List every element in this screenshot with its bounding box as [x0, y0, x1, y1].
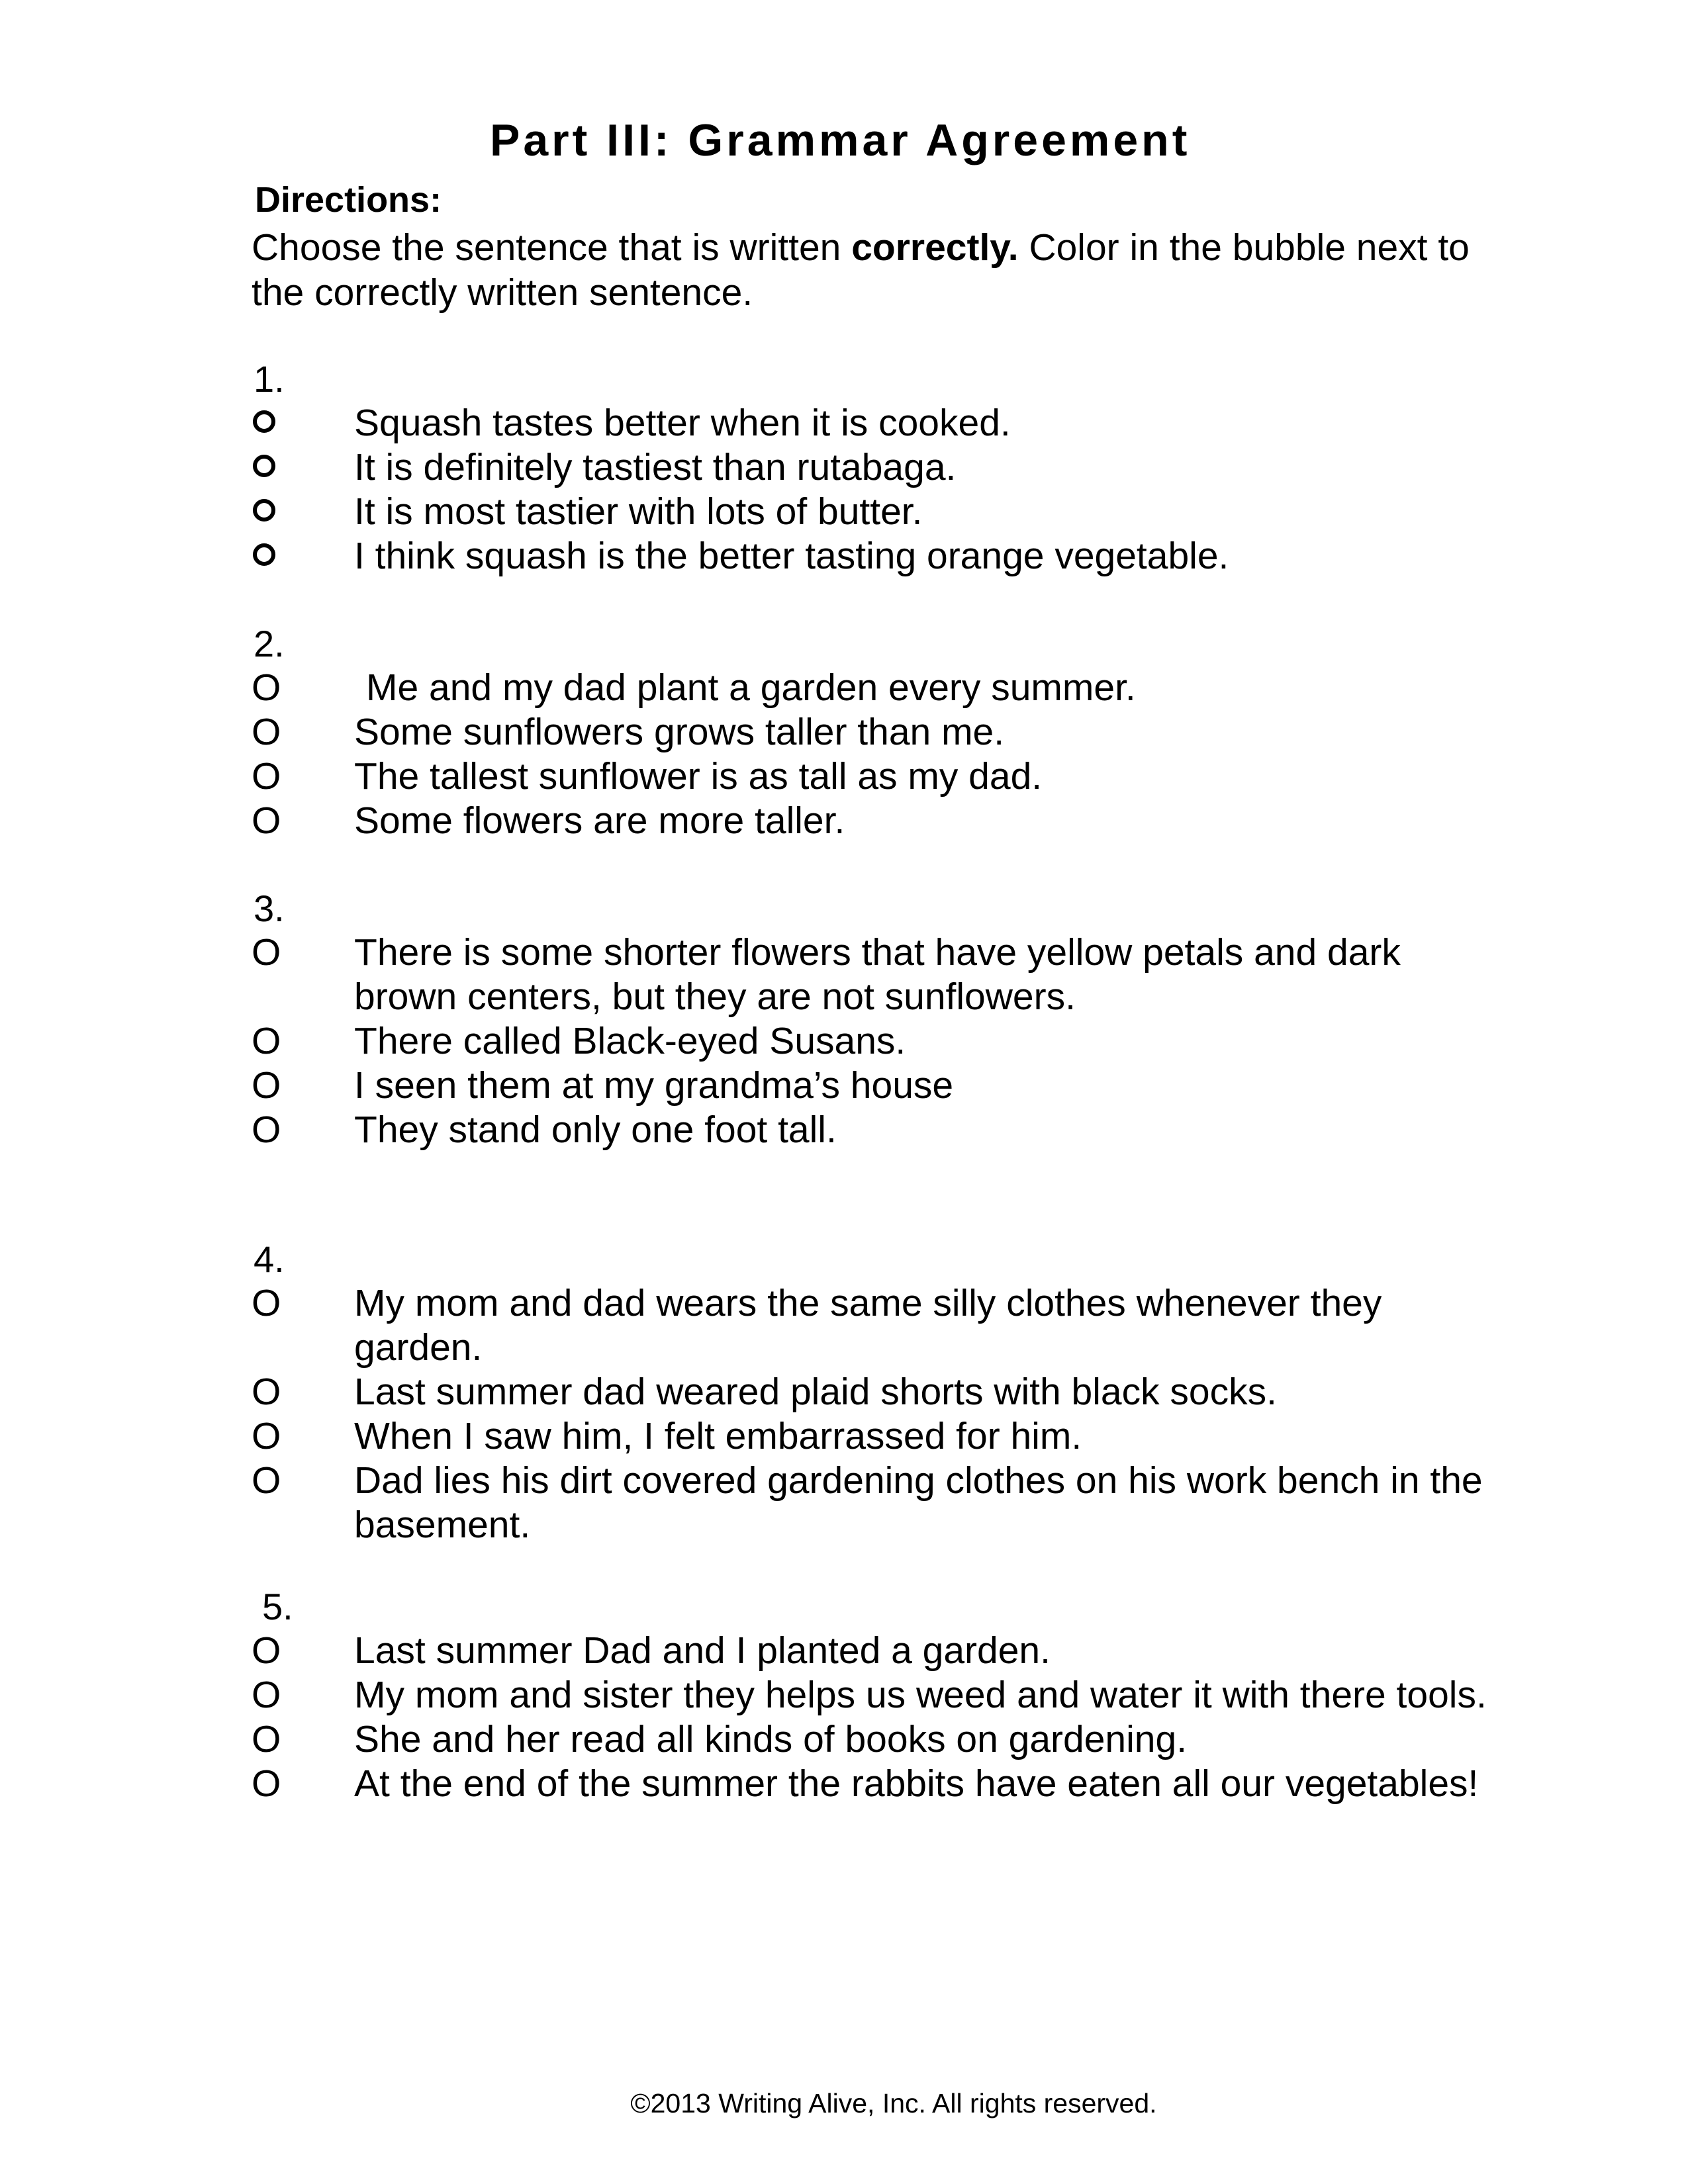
- answer-text: The tallest sunflower is as tall as my dad.: [354, 755, 1043, 797]
- answer-text: I seen them at my grandma’s house: [354, 1064, 954, 1107]
- directions-heading: Directions:: [255, 180, 442, 220]
- answer-option[interactable]: [252, 1717, 1542, 1762]
- answer-option[interactable]: [252, 534, 1542, 578]
- answer-bubble-icon[interactable]: O: [252, 1064, 281, 1107]
- answer-text: When I saw him, I felt embarrassed for him.: [354, 1415, 1082, 1457]
- answer-text: At the end of the summer the rabbits have eaten all our vegetables!: [354, 1762, 1479, 1805]
- question-number: 5.: [262, 1586, 293, 1627]
- answer-option[interactable]: [252, 1019, 1542, 1064]
- answer-option[interactable]: [252, 799, 1542, 843]
- answer-bubble-icon[interactable]: O: [252, 1629, 281, 1672]
- answer-text: Squash tastes better when it is cooked.: [354, 402, 1011, 444]
- answer-bubble-icon[interactable]: O: [252, 666, 281, 709]
- directions-text-part: Color in the bubble next to the correctly written sentence.: [252, 226, 1470, 314]
- question-2: [252, 622, 1542, 843]
- question-5: [252, 1585, 1542, 1806]
- answer-option[interactable]: [252, 490, 1542, 534]
- answer-bubble-icon[interactable]: [253, 455, 275, 477]
- answer-text: Some sunflowers grows taller than me.: [354, 711, 1005, 753]
- answer-text: My mom and dad wears the same silly clothes whenever they garden.: [354, 1282, 1382, 1369]
- question-4: [252, 1238, 1542, 1547]
- answer-bubble-icon[interactable]: O: [252, 1109, 281, 1151]
- answer-bubble-icon[interactable]: [253, 543, 275, 566]
- answer-bubble-icon[interactable]: O: [252, 931, 281, 974]
- answer-text: There is some shorter flowers that have yellow petals and dark brown centers, but they are not sunflowers.: [354, 931, 1401, 1018]
- answer-bubble-icon[interactable]: O: [252, 1371, 281, 1413]
- answer-bubble-icon[interactable]: [253, 410, 275, 433]
- question-number: 1.: [254, 358, 285, 400]
- answer-option[interactable]: [252, 1064, 1542, 1108]
- directions-text-part: Choose the sentence that is written: [252, 226, 852, 269]
- answer-bubble-icon[interactable]: O: [252, 1282, 281, 1324]
- answer-text: There called Black-eyed Susans.: [354, 1020, 906, 1062]
- answer-option[interactable]: [252, 1281, 1542, 1370]
- answer-bubble-icon[interactable]: O: [252, 711, 281, 753]
- answer-option[interactable]: [252, 710, 1542, 754]
- answer-option[interactable]: [252, 1108, 1542, 1152]
- answer-bubble-icon[interactable]: [253, 499, 275, 522]
- answer-text: My mom and sister they helps us weed and water it with there tools.: [354, 1674, 1487, 1716]
- answer-option[interactable]: [252, 1459, 1542, 1547]
- answer-bubble-icon[interactable]: O: [252, 799, 281, 842]
- page-title: Part III: Grammar Agreement: [490, 115, 1191, 165]
- answer-option[interactable]: [252, 931, 1542, 1019]
- answer-option[interactable]: [252, 1629, 1542, 1673]
- answer-option[interactable]: [252, 1370, 1542, 1414]
- answer-option[interactable]: [252, 401, 1542, 445]
- copyright-text: ©2013 Writing Alive, Inc. All rights reserved.: [630, 2088, 1157, 2118]
- answer-option[interactable]: [252, 1414, 1542, 1459]
- question-number: 2.: [254, 623, 285, 664]
- question-number: 3.: [254, 887, 285, 929]
- answer-text: Dad lies his dirt covered gardening clothes on his work bench in the basement.: [354, 1459, 1483, 1546]
- answer-option[interactable]: [252, 666, 1542, 710]
- answer-option[interactable]: [252, 754, 1542, 799]
- answer-bubble-icon[interactable]: O: [252, 1718, 281, 1760]
- answer-text: Last summer dad weared plaid shorts with black socks.: [354, 1371, 1277, 1413]
- question-3: [252, 887, 1542, 1152]
- answer-text: She and her read all kinds of books on gardening.: [354, 1718, 1188, 1760]
- answer-option[interactable]: [252, 445, 1542, 490]
- answer-text: Last summer Dad and I planted a garden.: [354, 1629, 1051, 1672]
- answer-text: Me and my dad plant a garden every summer.: [366, 666, 1136, 709]
- answer-bubble-icon[interactable]: O: [252, 1459, 281, 1502]
- answer-text: I think squash is the better tasting orange vegetable.: [354, 535, 1229, 577]
- answer-bubble-icon[interactable]: O: [252, 1020, 281, 1062]
- answer-option[interactable]: [252, 1673, 1542, 1717]
- question-1: [252, 357, 1542, 578]
- answer-bubble-icon[interactable]: O: [252, 1674, 281, 1716]
- answer-bubble-icon[interactable]: O: [252, 1415, 281, 1457]
- answer-option[interactable]: [252, 1762, 1542, 1806]
- answer-text: Some flowers are more taller.: [354, 799, 845, 842]
- question-number: 4.: [254, 1238, 285, 1280]
- answer-text: It is definitely tastiest than rutabaga.: [354, 446, 957, 488]
- answer-text: It is most tastier with lots of butter.: [354, 490, 923, 533]
- directions-text: [252, 225, 1523, 315]
- directions-emphasis: correctly.: [851, 226, 1019, 269]
- copyright-footer: [0, 2090, 1688, 2117]
- answer-bubble-icon[interactable]: O: [252, 1762, 281, 1805]
- answer-text: They stand only one foot tall.: [354, 1109, 837, 1151]
- answer-bubble-icon[interactable]: O: [252, 755, 281, 797]
